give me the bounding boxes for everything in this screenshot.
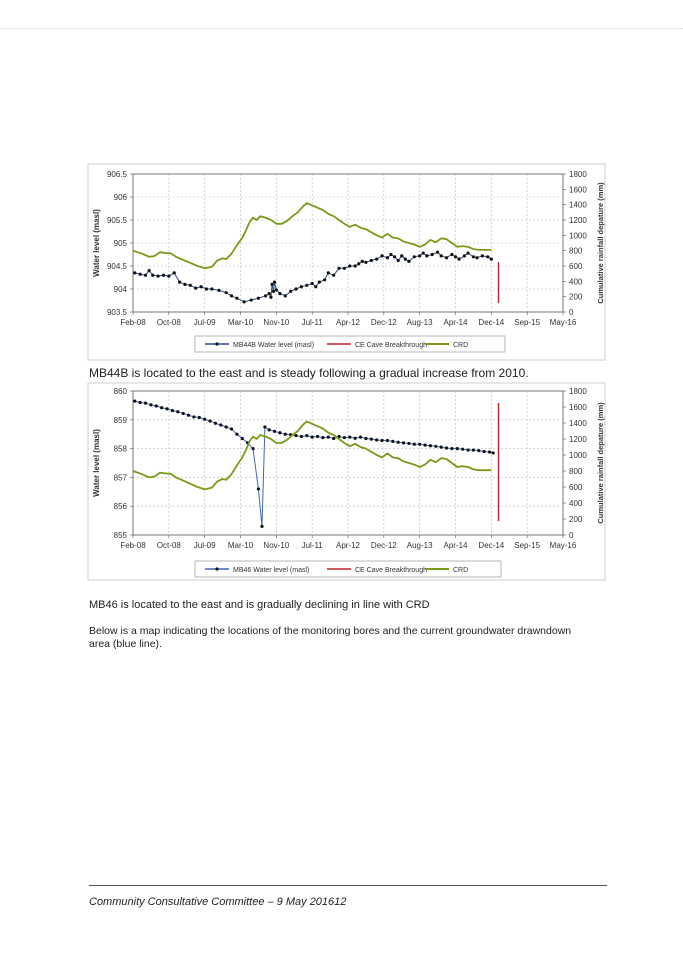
water-level-point (418, 443, 421, 446)
x-tick-label: Sep-15 (514, 541, 541, 550)
x-tick-label: Apr-12 (335, 541, 361, 550)
water-level-point (321, 436, 324, 439)
x-tick-label: Apr-12 (335, 318, 361, 327)
water-level-point (198, 416, 201, 419)
water-level-point (348, 435, 351, 438)
water-level-point (139, 401, 142, 404)
water-level-point (461, 448, 464, 451)
water-level-point (407, 442, 410, 445)
y2-tick-label: 800 (569, 246, 583, 256)
water-level-point (483, 450, 486, 453)
x-tick-label: Oct-08 (156, 318, 181, 327)
water-level-point (144, 401, 147, 404)
y2-axis-title: Cumulative rainfall depature (mm) (596, 182, 605, 304)
water-level-point (492, 451, 495, 454)
legend-label: CRD (453, 342, 469, 349)
water-level-point (260, 525, 263, 528)
water-level-point (251, 447, 254, 450)
y2-tick-label: 1000 (569, 451, 587, 460)
water-level-point (219, 423, 222, 426)
water-level-point (456, 447, 459, 450)
water-level-point (273, 430, 276, 433)
water-level-point (445, 446, 448, 449)
y-tick-label: 906 (113, 193, 127, 202)
water-level-point (375, 438, 378, 441)
x-tick-label: Jul-11 (301, 541, 323, 550)
water-level-point (359, 435, 362, 438)
y2-tick-label: 0 (569, 308, 574, 317)
water-level-point (192, 415, 195, 418)
y-tick-label: 860 (113, 387, 127, 396)
water-level-point (176, 410, 179, 413)
legend-marker (215, 567, 218, 570)
y-tick-label: 906.5 (106, 170, 127, 179)
y-tick-label: 905.5 (106, 216, 127, 225)
legend-label: CE Cave Breakthrough (355, 567, 427, 574)
water-level-point (413, 443, 416, 446)
water-level-point (466, 448, 469, 451)
water-level-point (284, 433, 287, 436)
y2-tick-label: 1400 (569, 200, 587, 210)
y2-tick-label: 1400 (569, 419, 587, 428)
water-level-point (370, 437, 373, 440)
water-level-point (203, 418, 206, 421)
water-level-point (391, 440, 394, 443)
x-tick-label: Nov-10 (263, 541, 290, 550)
water-level-point (429, 444, 432, 447)
water-level-point (364, 437, 367, 440)
water-level-point (278, 431, 281, 434)
y2-axis-title: Cumulative rainfall depature (mm) (596, 402, 605, 524)
legend-label: CE Cave Breakthrough (355, 342, 427, 349)
water-level-point (380, 439, 383, 442)
x-tick-label: May-16 (549, 318, 577, 327)
water-level-point (187, 414, 190, 417)
water-level-point (268, 428, 271, 431)
water-level-point (241, 437, 244, 440)
water-level-point (171, 409, 174, 412)
y-tick-label: 859 (113, 415, 127, 425)
footer-rule (89, 885, 607, 886)
y2-tick-label: 800 (569, 467, 583, 476)
y2-tick-label: 1600 (569, 403, 587, 412)
x-tick-label: Dec-12 (370, 318, 397, 327)
water-level-point (294, 434, 297, 437)
mb44b-caption: MB44B is located to the east and is steady following a gradual increase from 2010. (89, 366, 529, 380)
y2-tick-label: 1800 (569, 387, 587, 396)
x-tick-label: Jul-09 (193, 318, 216, 327)
water-level-point (257, 487, 260, 490)
x-tick-label: Dec-14 (478, 541, 505, 550)
water-level-point (423, 444, 426, 447)
water-level-point (472, 448, 475, 451)
water-level-point (165, 407, 168, 410)
x-tick-label: May-16 (549, 541, 577, 550)
water-level-point (402, 441, 405, 444)
water-level-point (214, 422, 217, 425)
legend-label: MB44B Water level (masl) (233, 342, 315, 349)
y2-tick-label: 200 (569, 292, 583, 302)
y2-tick-label: 400 (569, 499, 583, 508)
y2-tick-label: 600 (569, 483, 583, 492)
x-tick-label: Mar-10 (227, 318, 254, 327)
water-level-point (354, 437, 357, 440)
water-level-point (149, 403, 152, 406)
water-level-point (434, 445, 437, 448)
y2-tick-label: 400 (569, 277, 583, 287)
y2-tick-label: 1000 (569, 231, 587, 241)
map-intro-paragraph: Below is a map indicating the locations of the monitoring bores and the current groundwater drawndown area (blue line). (89, 625, 572, 650)
water-level-point (316, 435, 319, 438)
water-level-point (327, 435, 330, 438)
y2-tick-label: 200 (569, 515, 583, 524)
x-tick-label: Oct-08 (156, 541, 181, 550)
y-tick-label: 904.5 (106, 262, 127, 271)
legend-label: MB46 Water level (masl) (233, 567, 310, 574)
water-level-point (160, 406, 163, 409)
water-level-point (208, 419, 211, 422)
water-level-point (263, 425, 266, 428)
y2-tick-label: 1200 (569, 216, 587, 225)
x-tick-label: Jul-09 (193, 541, 216, 550)
x-tick-label: Jul-11 (301, 318, 323, 327)
y-tick-label: 903.5 (106, 308, 127, 317)
y-tick-label: 855 (113, 531, 127, 540)
water-level-point (133, 399, 136, 402)
y2-tick-label: 1200 (569, 435, 587, 444)
y-tick-label: 856 (113, 502, 127, 512)
x-tick-label: Feb-08 (120, 318, 146, 327)
water-level-point (155, 404, 158, 407)
y2-tick-label: 1800 (569, 170, 587, 179)
x-tick-label: Feb-08 (120, 541, 146, 550)
water-level-point (440, 446, 443, 449)
y2-tick-label: 1600 (569, 185, 587, 195)
y-tick-label: 857 (113, 473, 127, 483)
water-level-point (477, 449, 480, 452)
water-level-point (300, 435, 303, 438)
x-tick-label: Sep-15 (514, 318, 541, 327)
x-tick-label: Dec-14 (478, 318, 505, 327)
water-level-point (311, 435, 314, 438)
x-tick-label: Aug-13 (406, 318, 433, 327)
water-level-point (332, 437, 335, 440)
y-tick-label: 904 (113, 285, 127, 294)
water-level-point (488, 450, 491, 453)
y2-tick-label: 0 (569, 531, 574, 540)
x-tick-label: Nov-10 (263, 318, 290, 327)
x-tick-label: Apr-14 (443, 541, 468, 550)
footer-text: Community Consultative Committee – 9 May 201612 (89, 896, 347, 908)
y2-tick-label: 600 (569, 262, 583, 271)
y-axis-title: Water level (masl) (92, 209, 101, 277)
y-axis-title: Water level (masl) (92, 429, 101, 497)
x-tick-label: Aug-13 (406, 541, 433, 550)
water-level-point (397, 441, 400, 444)
water-level-point (225, 425, 228, 428)
water-level-point (450, 447, 453, 450)
water-level-point (182, 412, 185, 415)
water-level-point (230, 427, 233, 430)
y-tick-label: 858 (113, 444, 127, 454)
mb46-caption: MB46 is located to the east and is gradually declining in line with CRD (89, 599, 430, 611)
x-tick-label: Apr-14 (443, 318, 468, 327)
water-level-point (343, 436, 346, 439)
water-level-point (386, 439, 389, 442)
water-level-point (305, 434, 308, 437)
x-tick-label: Mar-10 (227, 541, 254, 550)
y-tick-label: 905 (113, 239, 127, 248)
x-tick-label: Dec-12 (370, 541, 397, 550)
legend-label: CRD (453, 567, 469, 574)
water-level-point (235, 433, 238, 436)
